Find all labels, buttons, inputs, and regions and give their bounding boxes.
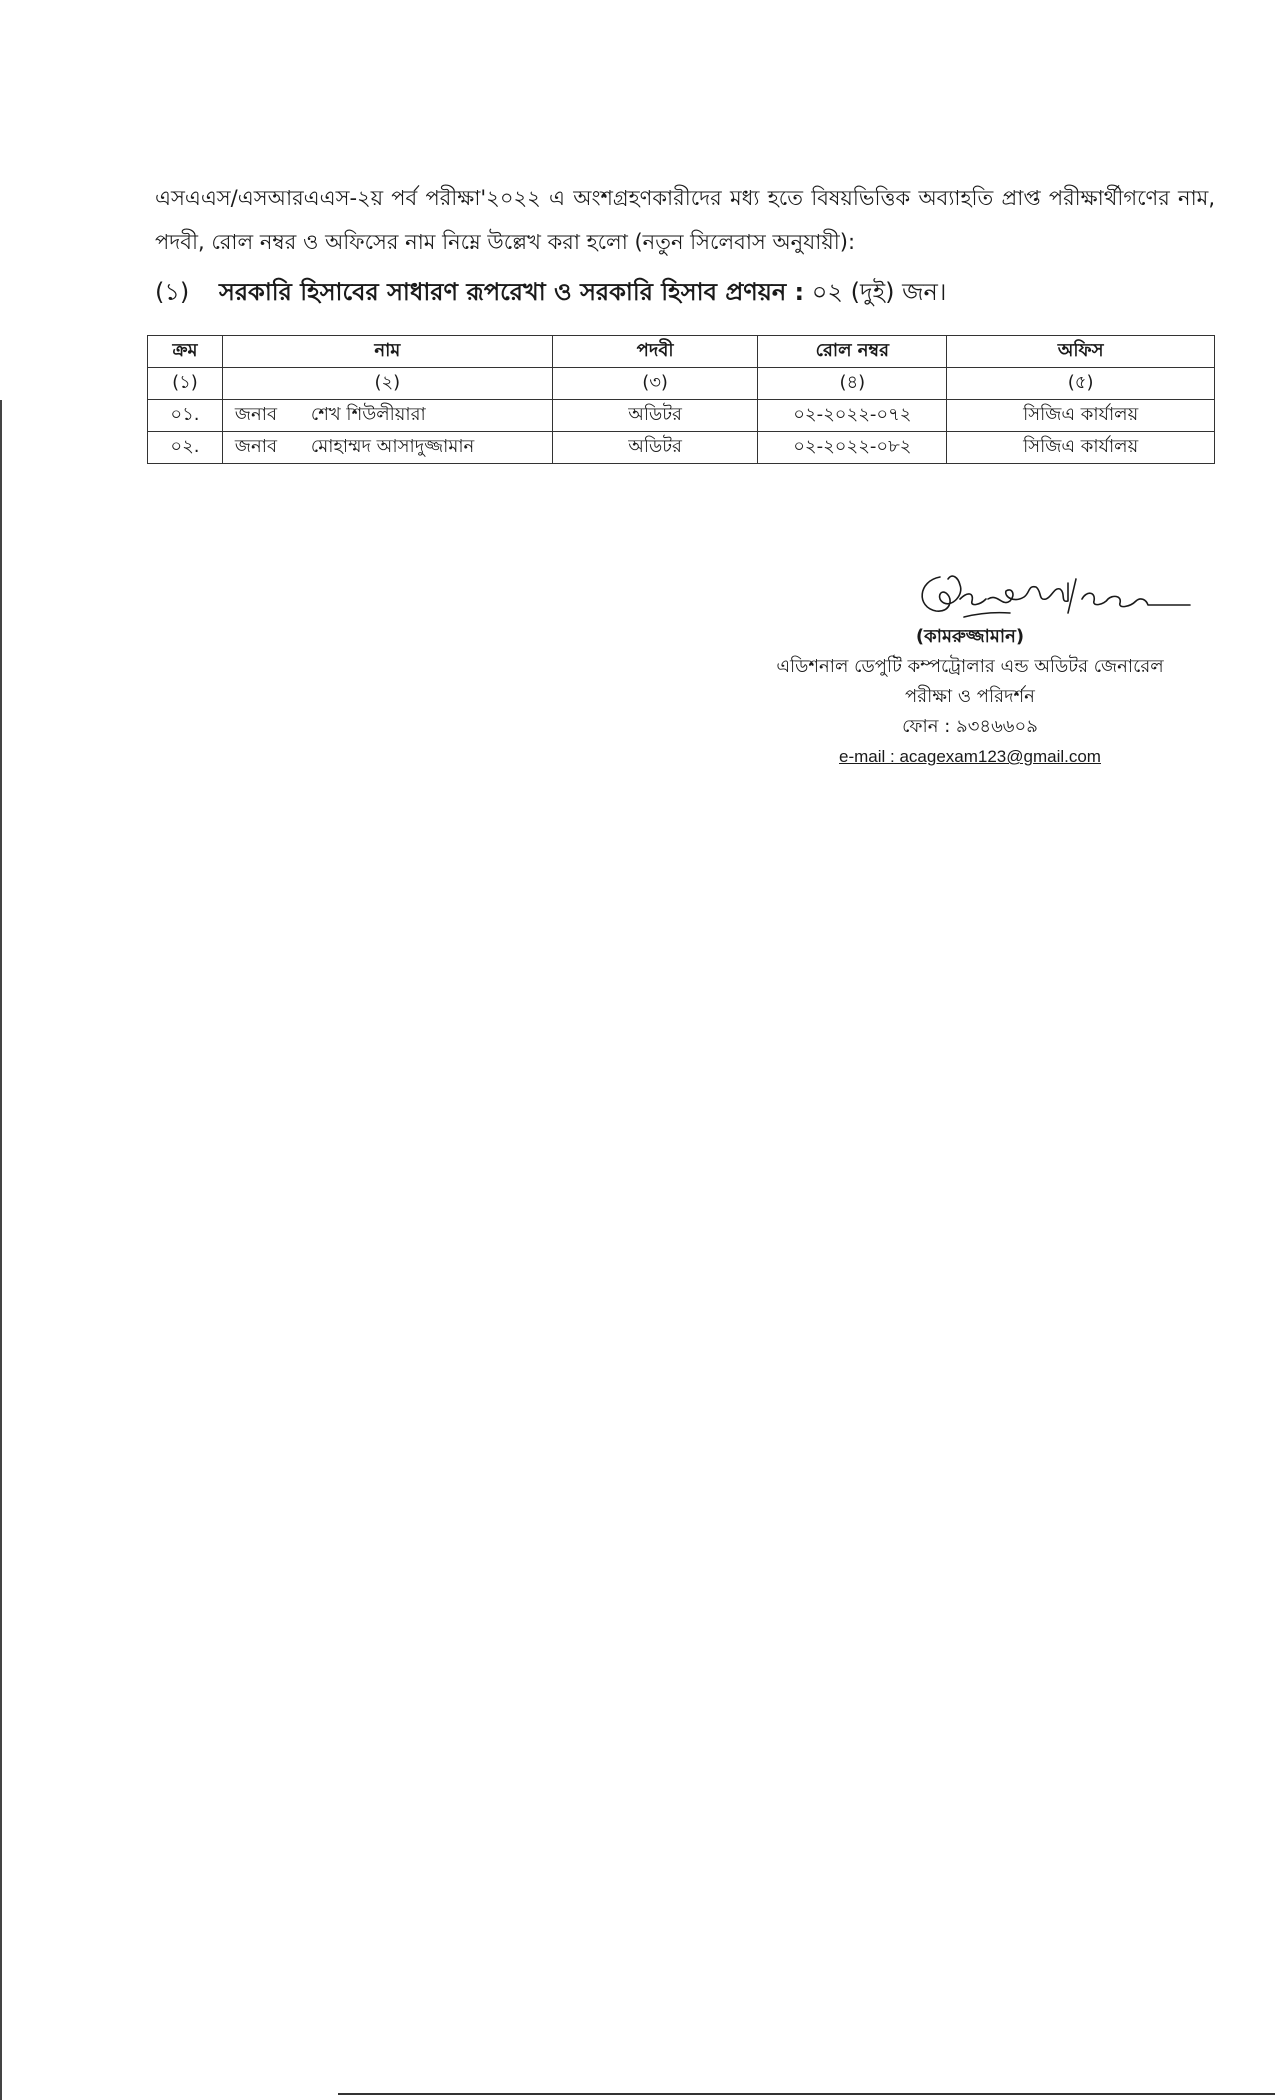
- office-cell: সিজিএ কার্যালয়: [947, 432, 1215, 464]
- section-number: (১): [155, 278, 190, 306]
- person-name: মোহাম্মদ আসাদুজ্জামান: [310, 436, 475, 457]
- scan-edge-bottom: [338, 2093, 1275, 2095]
- honorific: জনাব: [234, 436, 278, 457]
- col-header-roll: রোল নম্বর: [758, 336, 947, 368]
- col-number: (৫): [947, 368, 1215, 400]
- person-name: শেখ শিউলীয়ারা: [310, 404, 426, 425]
- exemption-table: [147, 335, 1215, 464]
- col-header-designation: পদবী: [552, 336, 758, 368]
- col-number: (২): [222, 368, 552, 400]
- handwritten-signature: [910, 555, 1210, 625]
- office-cell: সিজিএ কার্যালয়: [947, 400, 1215, 432]
- serial-cell: ০১.: [148, 400, 223, 432]
- table-row: [148, 432, 1215, 464]
- name-cell: [222, 400, 552, 432]
- intro-paragraph: এসএএস/এসআরএএস-২য় পর্ব পরীক্ষা'২০২২ এ অংশগ্রহণকারীদের মধ্য হতে বিষয়ভিত্তিক অব্যাহতি প্রাপ্ত পরীক্ষার্থীগণের নাম, পদবী, রোল নম্বর ও অফিসের নাম নিম্নে উল্লেখ করা হলো (নতুন সিলেবাস অনুযায়ী):: [155, 186, 1215, 254]
- signature-block: [720, 622, 1220, 772]
- honorific: জনাব: [234, 404, 278, 425]
- table-header-row: [148, 336, 1215, 368]
- column-number-row: [148, 368, 1215, 400]
- scan-edge-left: [0, 400, 2, 2100]
- table-row: [148, 400, 1215, 432]
- signatory-name: (কামরুজ্জামান): [915, 626, 1025, 647]
- signatory-phone: ফোন : ৯৩৪৬৬০৯: [902, 716, 1038, 737]
- col-number: (১): [148, 368, 223, 400]
- col-number: (৪): [758, 368, 947, 400]
- col-number: (৩): [552, 368, 758, 400]
- roll-cell: ০২-২০২২-০৭২: [758, 400, 947, 432]
- signatory-email[interactable]: e-mail : acagexam123@gmail.com: [839, 747, 1101, 766]
- signatory-title: এডিশনাল ডেপুটি কম্পট্রোলার এন্ড অডিটর জেনারেল: [776, 656, 1164, 677]
- signatory-department: পরীক্ষা ও পরিদর্শন: [905, 686, 1035, 707]
- designation-cell: অডিটর: [552, 432, 758, 464]
- col-header-office: অফিস: [947, 336, 1215, 368]
- roll-cell: ০২-২০২২-০৮২: [758, 432, 947, 464]
- col-header-serial: ক্রম: [148, 336, 223, 368]
- section-title: সরকারি হিসাবের সাধারণ রূপরেখা ও সরকারি হিসাব প্রণয়ন :: [219, 278, 805, 306]
- section-count: ০২ (দুই) জন।: [804, 278, 947, 306]
- serial-cell: ০২.: [148, 432, 223, 464]
- name-cell: [222, 432, 552, 464]
- col-header-name: নাম: [222, 336, 552, 368]
- section-heading: [155, 272, 1215, 312]
- designation-cell: অডিটর: [552, 400, 758, 432]
